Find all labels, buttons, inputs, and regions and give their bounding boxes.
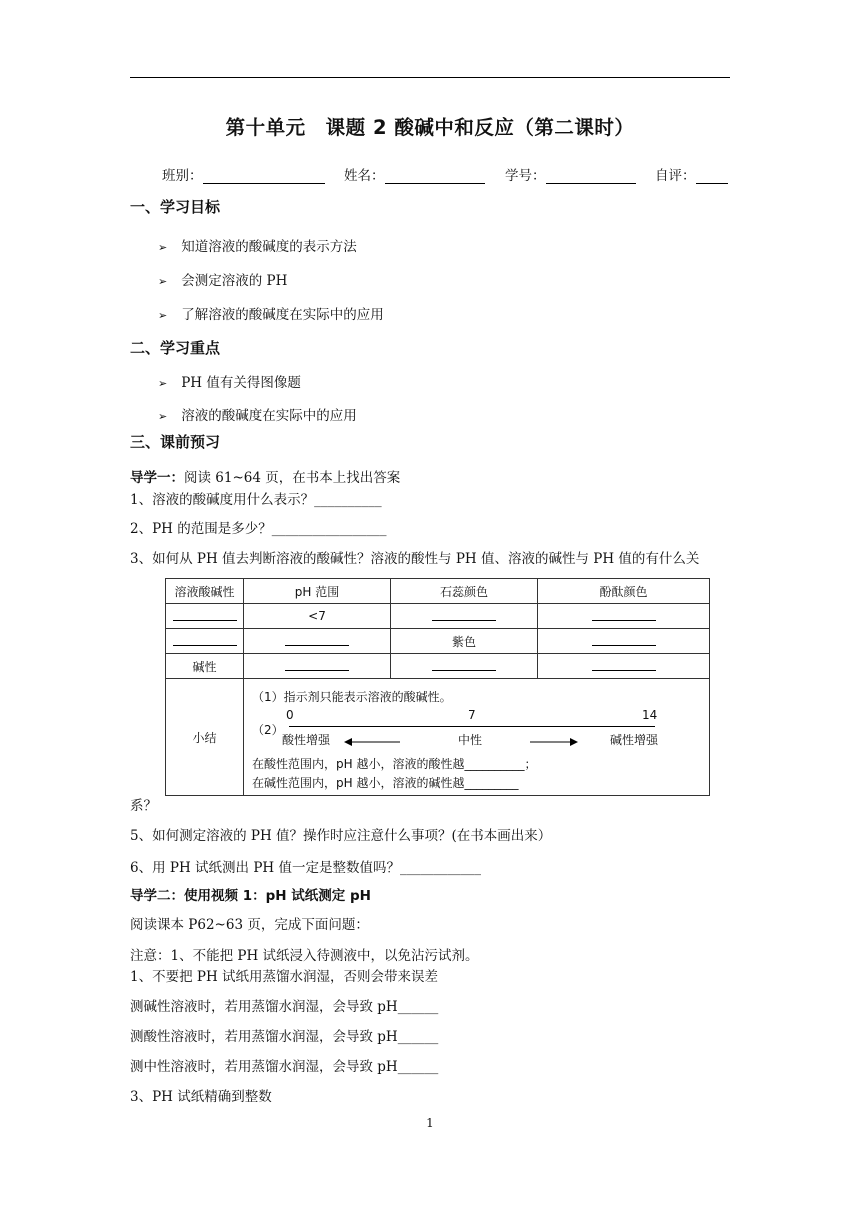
summary-line-4: 在碱性范围内，pH 越小，溶液的碱性越_________ — [252, 776, 519, 790]
list-item: ➢ 会测定溶液的 PH — [158, 273, 288, 289]
answer-blank[interactable] — [592, 633, 656, 646]
right-arrow-icon — [530, 737, 578, 747]
answer-blank[interactable] — [432, 608, 496, 621]
arrow-bullet-icon: ➢ — [158, 410, 168, 423]
question-1: 1、溶液的酸碱度用什么表示？__________ — [130, 492, 382, 508]
question-2: 2、PH 的范围是多少？_________________ — [130, 521, 387, 537]
answer-blank[interactable] — [592, 658, 656, 671]
answer-blank[interactable] — [432, 658, 496, 671]
table-cell: <7 — [244, 604, 391, 629]
eval-blank[interactable] — [696, 169, 728, 184]
summary-line-1: （1）指示剂只能表示溶液的酸碱性。 — [252, 690, 452, 704]
acid-label: 酸性增强 — [282, 733, 331, 747]
table-row-summary — [166, 679, 710, 796]
eval-field — [655, 164, 728, 184]
name-field — [344, 164, 485, 184]
section-heading-focus: 二、学习重点 — [130, 339, 221, 357]
summary-cell — [244, 679, 710, 796]
class-label: 班别： — [162, 168, 203, 184]
guide2-line: 1、不要把 PH 试纸用蒸馏水润湿，否则会带来误差 — [130, 969, 439, 985]
guide2-line: 注意：1、不能把 PH 试纸浸入待测液中，以免沾污试剂。 — [130, 948, 479, 964]
list-item: ➢ 知道溶液的酸碱度的表示方法 — [158, 239, 357, 255]
base-label: 碱性增强 — [610, 733, 659, 747]
section-heading-goals: 一、学习目标 — [130, 198, 221, 216]
answer-blank[interactable] — [592, 608, 656, 621]
summary-line-3: 在酸性范围内，pH 越小，溶液的酸性越__________； — [252, 757, 537, 771]
guide1-label: 导学一： — [130, 470, 184, 486]
answer-blank[interactable] — [173, 608, 237, 621]
guide2-heading: 导学二：使用视频 1：pH 试纸测定 pH — [130, 888, 371, 904]
name-label: 姓名： — [344, 168, 385, 184]
page-number: 1 — [426, 1116, 434, 1130]
table-header: 溶液酸碱性 — [166, 579, 244, 604]
guide2-line: 测碱性溶液时，若用蒸馏水润湿，会导致 pH______ — [130, 999, 439, 1015]
section-heading-preview: 三、课前预习 — [130, 433, 221, 451]
ph-table — [165, 578, 710, 796]
guide2-line: 测中性溶液时，若用蒸馏水润湿，会导致 pH______ — [130, 1059, 439, 1075]
scale-tick-7: 7 — [468, 708, 476, 722]
list-item: ➢ 了解溶液的酸碱度在实际中的应用 — [158, 307, 384, 323]
question-3: 3、如何从 PH 值去判断溶液的酸碱性？溶液的酸性与 PH 值、溶液的碱性与 PH 值的有什么关 — [130, 551, 700, 567]
class-blank[interactable] — [203, 169, 325, 184]
scale-tick-14: 14 — [642, 708, 658, 722]
answer-blank[interactable] — [285, 658, 349, 671]
answer-blank[interactable] — [173, 633, 237, 646]
eval-label: 自评： — [655, 168, 696, 184]
neutral-label: 中性 — [458, 733, 483, 747]
left-arrow-icon — [344, 737, 402, 747]
arrow-bullet-icon: ➢ — [158, 309, 168, 322]
ph-scale-line — [289, 726, 655, 727]
id-label: 学号： — [505, 168, 546, 184]
summary-label: 小结 — [166, 679, 244, 796]
list-item: ➢ PH 值有关得图像题 — [158, 375, 301, 391]
id-field — [505, 164, 636, 184]
scale-tick-0: 0 — [286, 708, 294, 722]
table-header: pH 范围 — [244, 579, 391, 604]
id-blank[interactable] — [546, 169, 636, 184]
table-cell: 碱性 — [166, 654, 244, 679]
name-blank[interactable] — [385, 169, 485, 184]
class-field — [162, 164, 325, 184]
header-rule — [130, 77, 730, 78]
arrow-bullet-icon: ➢ — [158, 241, 168, 254]
table-header: 酚酞颜色 — [538, 579, 710, 604]
table-cell: 紫色 — [391, 629, 538, 654]
guide2-line: 3、PH 试纸精确到整数 — [130, 1089, 272, 1105]
answer-blank[interactable] — [285, 633, 349, 646]
guide1-text: 阅读 61~64 页，在书本上找出答案 — [184, 470, 401, 486]
table-row — [166, 629, 710, 654]
table-row — [166, 604, 710, 629]
arrow-bullet-icon: ➢ — [158, 275, 168, 288]
question-3-continued: 系？ — [130, 798, 157, 814]
arrow-bullet-icon: ➢ — [158, 377, 168, 390]
guide2-line: 阅读课本 P62~63 页，完成下面问题： — [130, 917, 369, 933]
table-header-row — [166, 579, 710, 604]
list-item: ➢ 溶液的酸碱度在实际中的应用 — [158, 408, 357, 424]
guide2-line: 测酸性溶液时，若用蒸馏水润湿，会导致 pH______ — [130, 1029, 439, 1045]
guide1-line — [130, 466, 400, 486]
table-header: 石蕊颜色 — [391, 579, 538, 604]
question-6: 6、用 PH 试纸测出 PH 值一定是整数值吗？____________ — [130, 860, 481, 876]
page-title: 第十单元 课题 2 酸碱中和反应（第二课时） — [225, 116, 635, 139]
summary-line-2-prefix: （2） — [252, 723, 284, 737]
question-5: 5、如何测定溶液的 PH 值？操作时应注意什么事项？(在书本画出来） — [130, 828, 552, 844]
table-row — [166, 654, 710, 679]
